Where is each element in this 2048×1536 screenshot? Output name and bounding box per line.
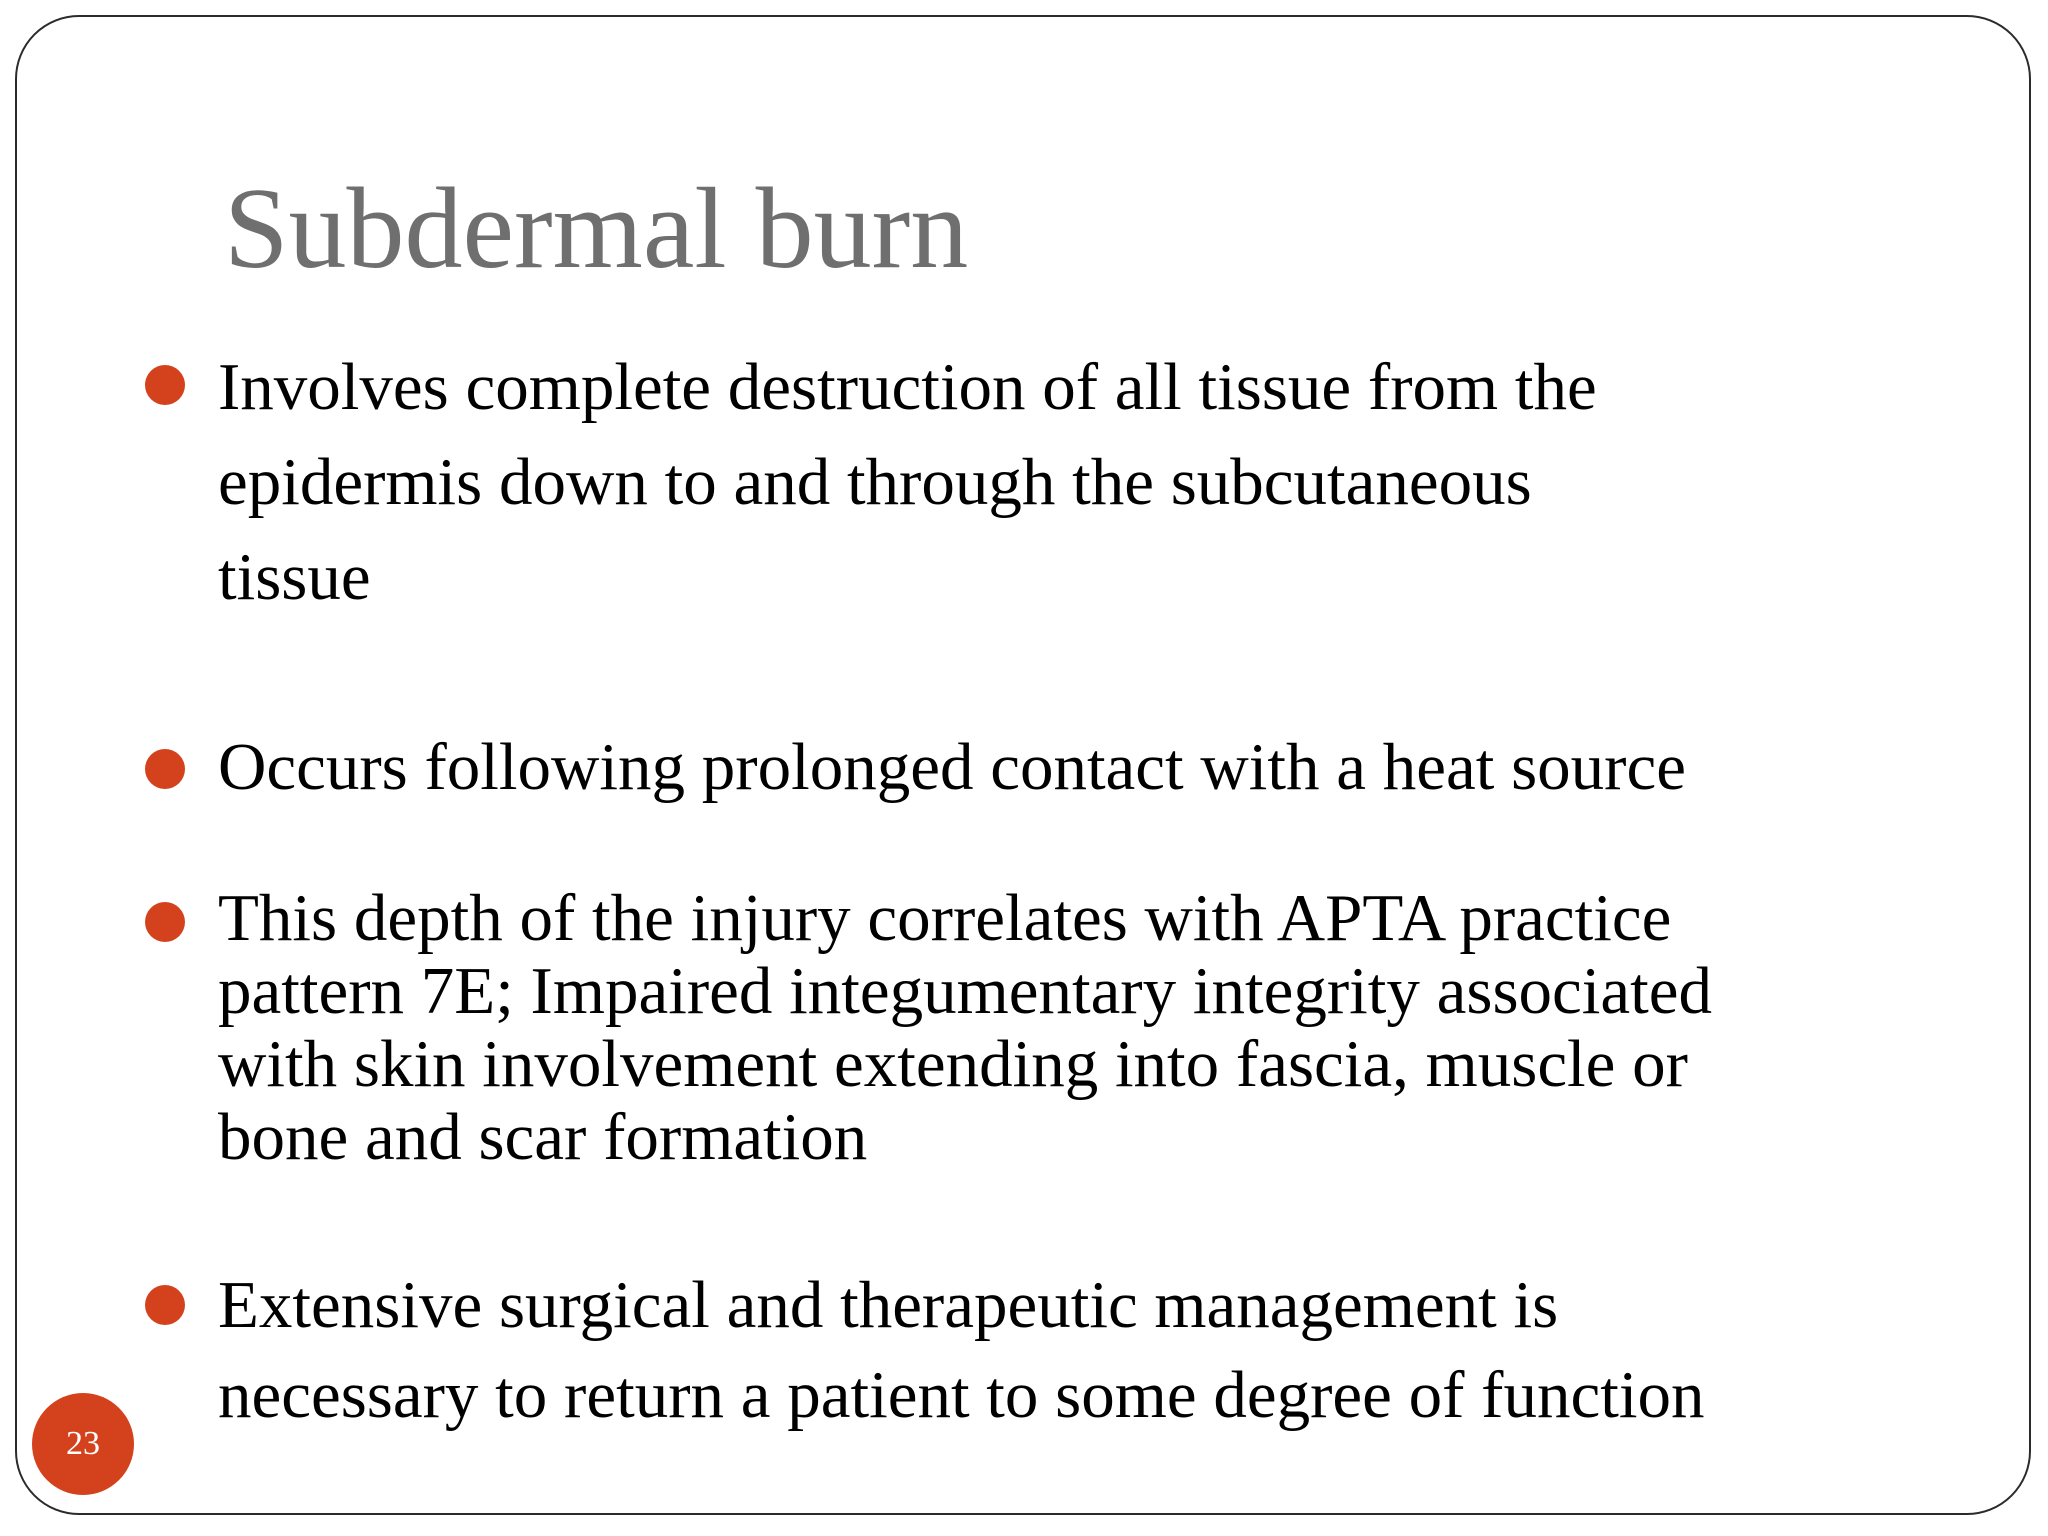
bullet-line: epidermis down to and through the subcutaneous (218, 445, 1532, 519)
bullet-item-1 (218, 340, 1597, 625)
bullet-dot-icon (145, 365, 185, 405)
bullet-dot-icon (145, 749, 185, 789)
bullet-line: bone and scar formation (218, 1100, 868, 1174)
bullet-dot-icon (145, 1285, 185, 1325)
bullet-line: tissue (218, 540, 371, 614)
bullet-line: with skin involvement extending into fascia, muscle or (218, 1027, 1688, 1101)
bullet-line: This depth of the injury correlates with APTA practice (218, 881, 1672, 955)
bullet-item-4 (218, 1260, 1704, 1440)
slide-title: Subdermal burn (224, 165, 969, 293)
bullet-dot-icon (145, 902, 185, 942)
bullet-line: Involves complete destruction of all tissue from the (218, 350, 1597, 424)
bullet-line: Extensive surgical and therapeutic management is (218, 1268, 1559, 1342)
bullet-item-3 (218, 882, 1712, 1174)
bullet-line: necessary to return a patient to some degree of function (218, 1358, 1705, 1432)
bullet-line: pattern 7E; Impaired integumentary integrity associated (218, 954, 1712, 1028)
bullet-line: Occurs following prolonged contact with a heat source (218, 730, 1686, 804)
bullet-item-2 (218, 727, 1686, 807)
page-number-badge: 23 (32, 1393, 134, 1495)
